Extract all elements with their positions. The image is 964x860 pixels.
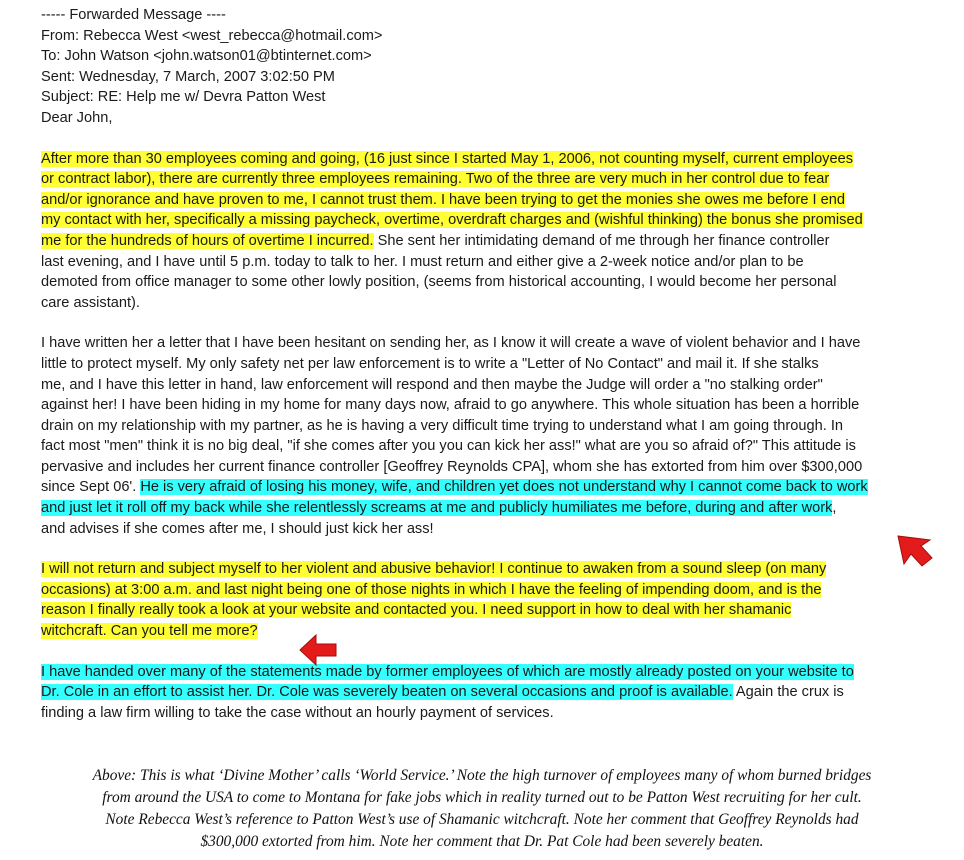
highlighted-text: He is very afraid of losing his money, wife, and children yet does not understand why I cannot come back to work (140, 479, 868, 496)
highlighted-text: Dr. Cole in an effort to assist her. Dr. Cole was severely beaten on several occasions and proof is available. (41, 684, 733, 701)
body-text: drain on my relationship with my partner, as he is having a very difficult time trying to understand what I am going through. In (41, 417, 843, 434)
paragraph-1 (41, 149, 931, 314)
body-text: I have written her a letter that I have been hesitant on sending her, as I know it will create a wave of violent behavior and I have (41, 335, 861, 352)
highlighted-text: or contract labor), there are currently three employees remaining. Two of the three are very much in her control due to fear (41, 171, 830, 188)
from-line: From: Rebecca West <west_rebecca@hotmail.com> (41, 27, 383, 44)
to-line: To: John Watson <john.watson01@btinternet.com> (41, 48, 372, 65)
caption-line: $300,000 extorted from him. Note her comment that Dr. Pat Cole had been severely beaten. (200, 833, 764, 850)
body-text: and advises if she comes after me, I should just kick her ass! (41, 520, 434, 537)
body-text: since Sept 06'. (41, 479, 141, 496)
body-text: little to protect myself. My only safety net per law enforcement is to write a "Letter of No Contact" and mail it. If she stalks (41, 355, 819, 372)
highlighted-text: and/or ignorance and have proven to me, I cannot trust them. I have been trying to get the monies she owes me before I end (41, 191, 845, 208)
image-caption (0, 765, 964, 853)
paragraph-4 (41, 662, 931, 724)
body-text: Again the crux is (732, 684, 844, 701)
body-text: pervasive and includes her current finance controller [Geoffrey Reynolds CPA], whom she has extorted from him over $300,000 (41, 458, 863, 475)
red-arrow-icon (895, 533, 935, 569)
body-text: care assistant). (41, 294, 140, 311)
caption-line: Note Rebecca West’s reference to Patton West’s use of Shamanic witchcraft. Note her comment that Geoffrey Reynolds had (105, 811, 859, 828)
forwarded-marker: ----- Forwarded Message ---- (41, 7, 226, 23)
highlighted-text: occasions) at 3:00 a.m. and last night being one of those nights in which I have the feeling of impending doom, and is the (41, 581, 822, 598)
highlighted-text: witchcraft. Can you tell me more? (41, 623, 258, 640)
red-arrow-icon (298, 631, 338, 667)
body-text: against her! I have been hiding in my home for many days now, afraid to go anywhere. This whole situation has been a horrible (41, 397, 860, 414)
caption-line: Above: This is what ‘Divine Mother’ calls ‘World Service.’ Note the high turnover of employees many of whom burned bridges (92, 767, 872, 784)
highlighted-text: I have handed over many of the statements made by former employees of which are mostly already posted on your website to (41, 663, 854, 680)
highlighted-text: my contact with her, specifically a missing paycheck, overtime, overdraft charges and (wishful thinking) the bonus she promised (41, 212, 863, 229)
highlighted-text: reason I finally really took a look at your website and contacted you. I need support in how to deal with her shamanic (41, 602, 792, 619)
highlighted-text: and just let it roll off my back while she relentlessly screams at me and publicly humiliates me before, during and after work (41, 500, 833, 517)
salutation: Dear John, (41, 109, 113, 126)
highlighted-text: me for the hundreds of hours of overtime I incurred. (41, 232, 374, 249)
email-body (41, 5, 931, 723)
paragraph-3 (41, 559, 931, 641)
sent-line: Sent: Wednesday, 7 March, 2007 3:02:50 PM (41, 68, 335, 85)
body-text: fact most "men" think it is no big deal, "if she comes after you you can kick her ass!" what are you so afraid of?" This attitude is (41, 438, 856, 455)
paragraph-2 (41, 333, 931, 539)
caption-line: from around the USA to come to Montana for fake jobs which in reality turned out to be Patton West recruiting for her cult. (102, 789, 862, 806)
body-text: finding a law firm willing to take the case without an hourly payment of services. (41, 704, 554, 721)
body-text: , (832, 500, 837, 517)
body-text: last evening, and I have until 5 p.m. today to talk to her. I must return and either give a 2-week notice and/or plan to be (41, 253, 804, 270)
body-text: demoted from office manager to some other lowly position, (seems from historical accounting, I would become her personal (41, 274, 837, 291)
highlighted-text: After more than 30 employees coming and going, (16 just since I started May 1, 2006, not counting myself, current employees (41, 150, 854, 167)
body-text: She sent her intimidating demand of me through her finance controller (373, 232, 830, 249)
subject-line: Subject: RE: Help me w/ Devra Patton West (41, 89, 326, 106)
body-text: me, and I have this letter in hand, law enforcement will respond and then maybe the Judge will order a "no stalking order" (41, 376, 823, 393)
highlighted-text: I will not return and subject myself to her violent and abusive behavior! I continue to awaken from a sound sleep (on many (41, 561, 827, 578)
email-header (41, 5, 931, 129)
